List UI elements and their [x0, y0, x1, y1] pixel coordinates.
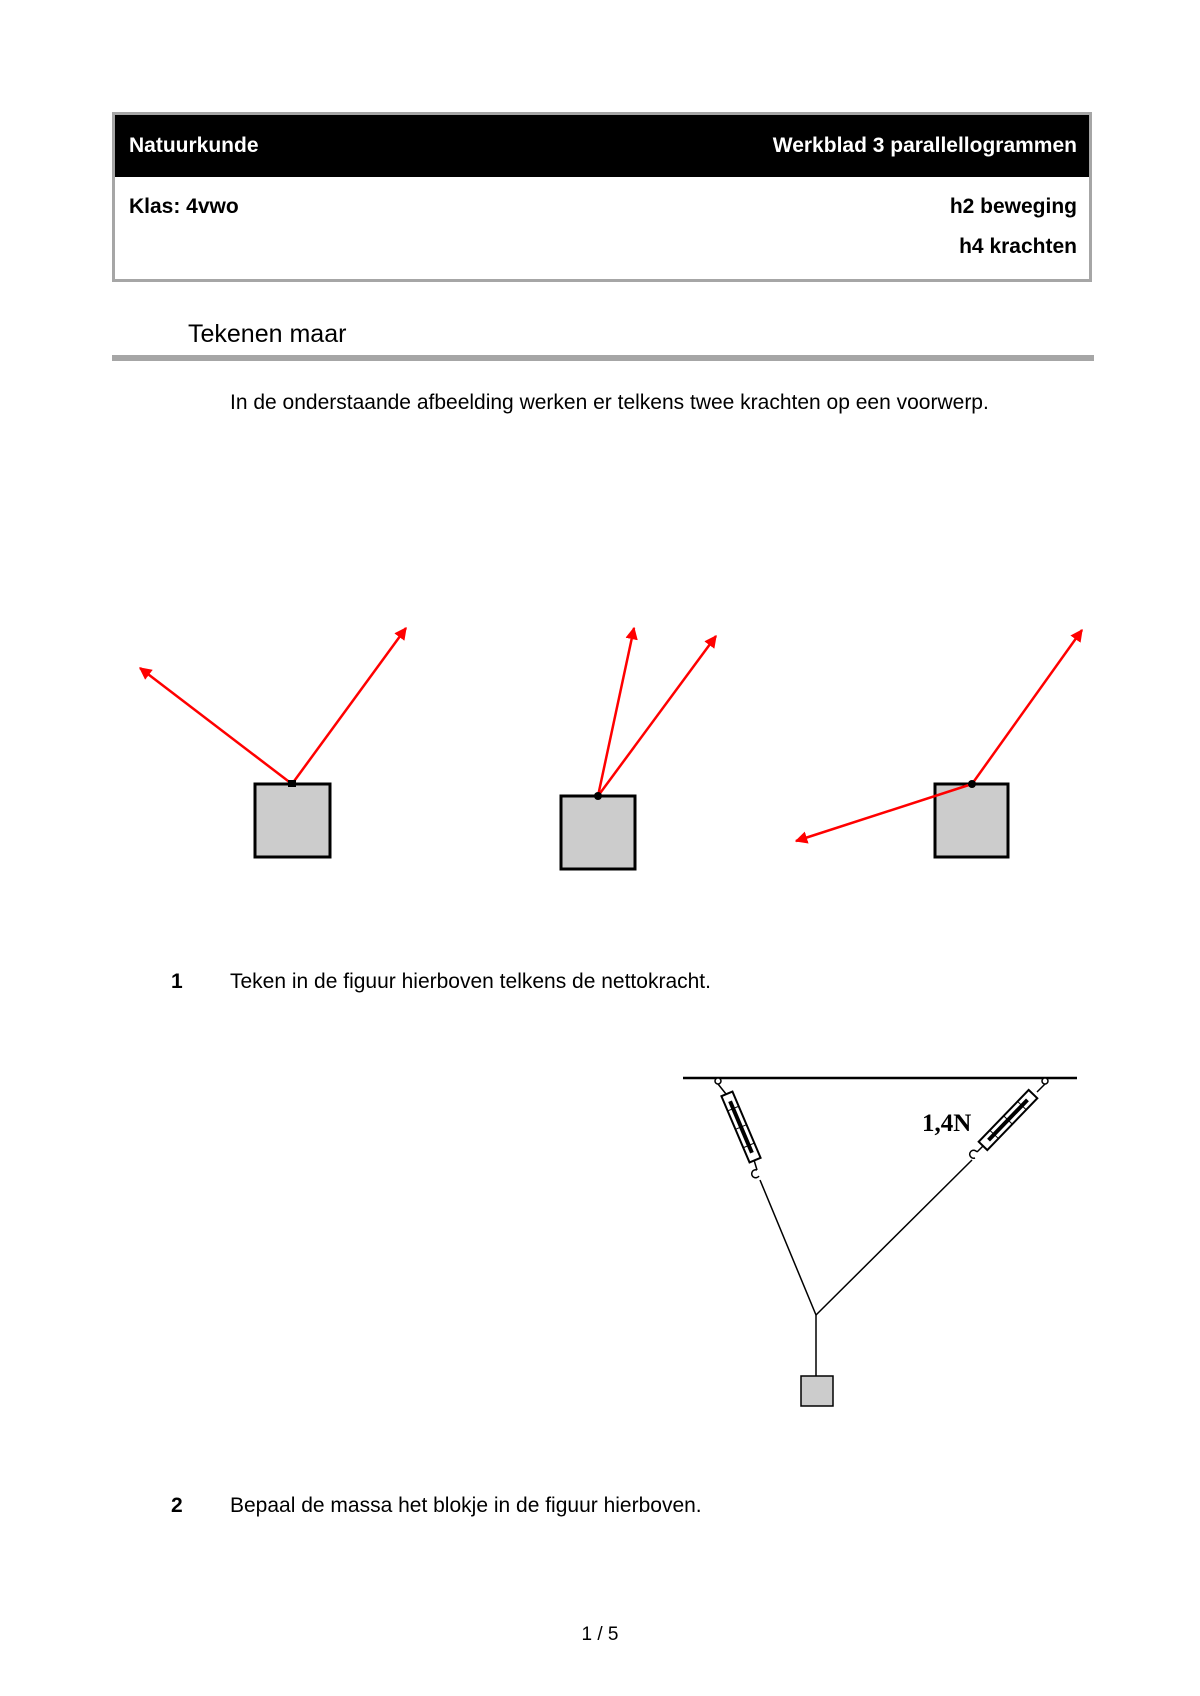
worksheet-title: Werkblad 3 parallellogrammen	[772, 134, 1077, 157]
section-title: Tekenen maar	[188, 320, 347, 348]
subject-label: Natuurkunde	[129, 134, 259, 157]
string-right	[816, 1160, 972, 1315]
page-number: 1 / 5	[581, 1624, 619, 1645]
chapter-label-2: h4 krachten	[959, 235, 1077, 258]
intro-paragraph: In de onderstaande afbeelding werken er telkens twee krachten op een voorwerp.	[230, 391, 989, 414]
spring-scale-right	[970, 1078, 1048, 1158]
spring-scale-left	[715, 1078, 761, 1178]
hanging-block	[801, 1376, 833, 1406]
chapter-label-1: h2 beweging	[949, 195, 1077, 218]
question-number: 1	[171, 970, 183, 993]
question-text: Teken in de figuur hierboven telkens de nettokracht.	[230, 970, 711, 993]
question-number: 2	[171, 1494, 183, 1517]
class-label: Klas: 4vwo	[129, 195, 239, 218]
force-label: 1,4N	[922, 1110, 972, 1137]
question-text: Bepaal de massa het blokje in de figuur hierboven.	[230, 1494, 702, 1517]
string-left	[760, 1180, 816, 1315]
